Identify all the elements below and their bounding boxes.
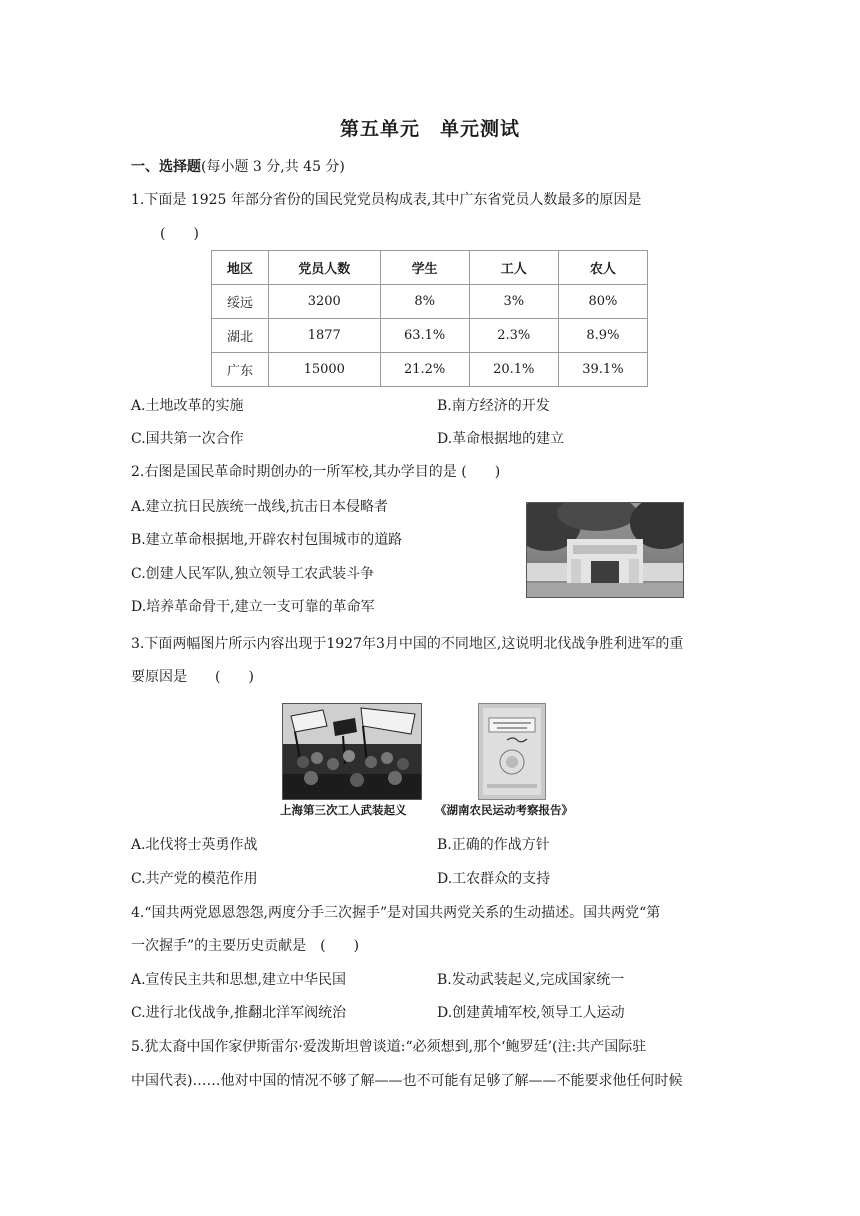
section-heading-label: 一、选择题 — [131, 159, 201, 175]
q4-stem: 4.“国共两党恩恩怨怨,两度分手三次握手”是对国共两党关系的生动描述。国共两党“第 — [131, 905, 661, 921]
table-header: 农人 — [558, 251, 647, 285]
table-row — [212, 285, 648, 319]
table-cell: 63.1% — [380, 319, 469, 353]
q4-option-d: D.创建黄埔军校,领导工人运动 — [437, 1005, 625, 1021]
table-cell: 8% — [380, 285, 469, 319]
table-cell: 3% — [469, 285, 558, 319]
q3-option-a: A.北伐将士英勇作战 — [131, 837, 258, 853]
section-heading — [131, 157, 345, 177]
q3-stem: 3.下面两幅图片所示内容出现于1927年3月中国的不同地区,这说明北伐战争胜利进军的重 — [131, 636, 684, 652]
table-cell: 1877 — [268, 319, 380, 353]
q5-stem-continued: 中国代表)……他对中国的情况不够了解——也不可能有足够了解——不能要求他任何时候 — [131, 1073, 683, 1089]
crowd-with-banners-image — [283, 704, 421, 799]
q3-stem-continued: 要原因是 ( ) — [131, 669, 254, 685]
q3-option-d: D.工农群众的支持 — [437, 871, 551, 887]
table-cell: 39.1% — [558, 353, 647, 387]
section-score-note: (每小题 3 分,共 45 分) — [201, 159, 345, 175]
table-row — [212, 353, 648, 387]
table-cell: 80% — [558, 285, 647, 319]
table-cell: 广东 — [212, 353, 269, 387]
caption-hunan-report: 《湖南农民运动考察报告》 — [435, 803, 573, 817]
q3-option-b: B.正确的作战方针 — [437, 837, 550, 853]
q2-stem: 2.右图是国民革命时期创办的一所军校,其办学目的是 ( ) — [131, 464, 501, 480]
table-cell: 绥远 — [212, 285, 269, 319]
table-cell: 15000 — [268, 353, 380, 387]
caption-workers-uprising: 上海第三次工人武装起义 — [280, 803, 407, 817]
table-cell: 8.9% — [558, 319, 647, 353]
q3-option-c: C.共产党的模范作用 — [131, 871, 258, 887]
q4-option-c: C.进行北伐战争,推翻北洋军阀统治 — [131, 1005, 347, 1021]
q2-option-a: A.建立抗日民族统一战线,抗击日本侵略者 — [131, 499, 389, 515]
table-cell: 湖北 — [212, 319, 269, 353]
table-header: 地区 — [212, 251, 269, 285]
table-cell: 20.1% — [469, 353, 558, 387]
q5-stem: 5.犹太裔中国作家伊斯雷尔·爱泼斯坦曾谈道:“必须想到,那个‘鲍罗廷’(注:共产国际驻 — [131, 1039, 647, 1055]
table-header-row — [212, 251, 648, 285]
q1-option-c: C.国共第一次合作 — [131, 431, 244, 447]
academy-gate-image — [527, 503, 683, 597]
military-academy-photo — [526, 502, 684, 598]
q2-option-c: C.创建人民军队,独立领导工农武装斗争 — [131, 566, 375, 582]
table-cell: 3200 — [268, 285, 380, 319]
hunan-report-cover-photo — [478, 703, 546, 800]
table-row — [212, 319, 648, 353]
workers-uprising-photo — [282, 703, 422, 800]
q1-option-b: B.南方经济的开发 — [437, 398, 550, 414]
q2-option-d: D.培养革命骨干,建立一支可靠的革命军 — [131, 599, 375, 615]
table-header: 党员人数 — [268, 251, 380, 285]
table-cell: 21.2% — [380, 353, 469, 387]
q4-stem-continued: 一次握手”的主要历史贡献是 ( ) — [131, 938, 360, 954]
page-title: 第五单元 单元测试 — [339, 118, 520, 140]
book-cover-image — [479, 704, 545, 799]
q4-option-b: B.发动武装起义,完成国家统一 — [437, 972, 625, 988]
q1-option-a: A.土地改革的实施 — [131, 398, 244, 414]
table-cell: 2.3% — [469, 319, 558, 353]
q1-option-d: D.革命根据地的建立 — [437, 431, 565, 447]
q4-option-a: A.宣传民主共和思想,建立中华民国 — [131, 972, 347, 988]
q1-stem: 1.下面是 1925 年部分省份的国民党党员构成表,其中广东省党员人数最多的原因是 — [131, 192, 642, 208]
q1-answer-blank: ( ) — [160, 226, 199, 242]
q2-option-b: B.建立革命根据地,开辟农村包围城市的道路 — [131, 532, 403, 548]
party-membership-table — [211, 250, 648, 387]
table-header: 学生 — [380, 251, 469, 285]
table-header: 工人 — [469, 251, 558, 285]
